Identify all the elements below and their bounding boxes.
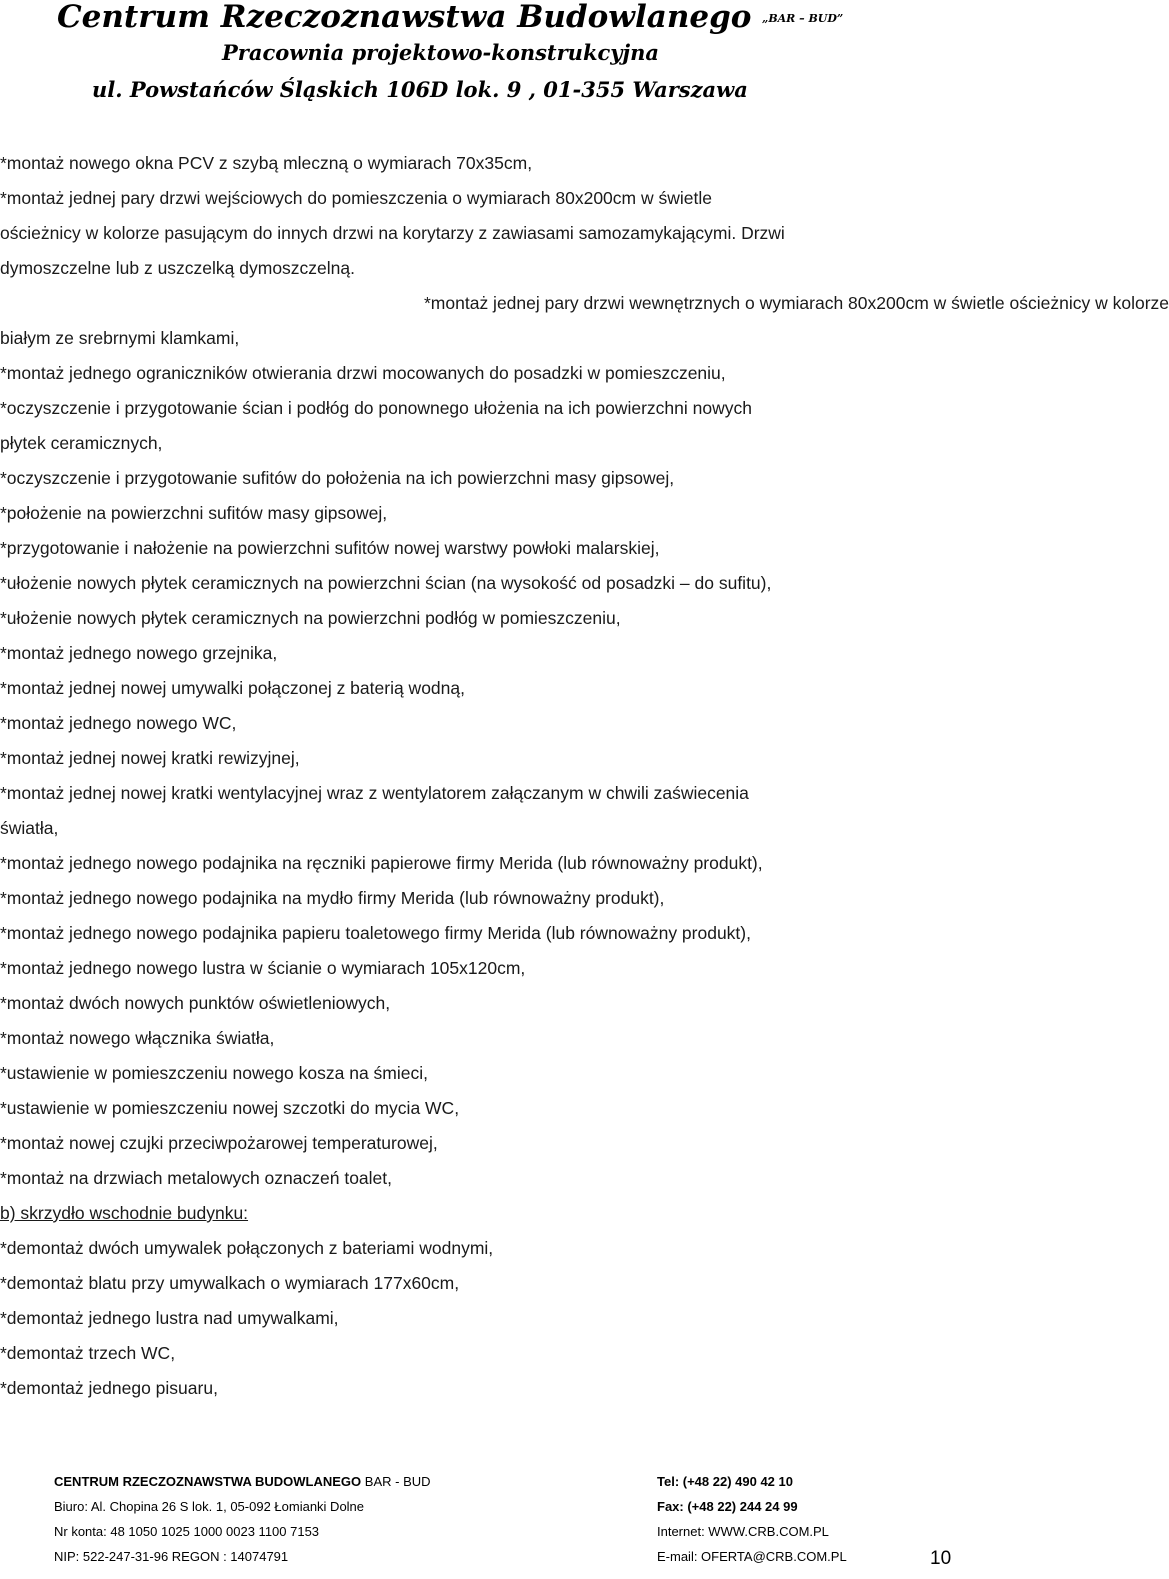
text-line: *montaż jednej nowej kratki rewizyjnej, bbox=[0, 748, 300, 768]
footer-office-address: Biuro: Al. Chopina 26 S lok. 1, 05-092 Łomianki Dolne bbox=[54, 1499, 365, 1514]
footer-fax: Fax: (+48 22) 244 24 99 bbox=[657, 1499, 798, 1514]
footer-bank-account: Nr konta: 48 1050 1025 1000 0023 1100 7153 bbox=[54, 1524, 320, 1539]
text-line: *montaż jednej nowej kratki wentylacyjnej wraz z wentylatorem załączanym w chwili zaświecenia bbox=[0, 783, 749, 803]
footer-company-suffix: BAR - BUD bbox=[361, 1474, 431, 1489]
text-line: *ustawienie w pomieszczeniu nowej szczotki do mycia WC, bbox=[0, 1098, 460, 1118]
company-name: Centrum Rzeczoznawstwa Budowlanego bbox=[57, 0, 752, 35]
text-line: *montaż jednego nowego WC, bbox=[0, 713, 237, 733]
footer-email: E-mail: OFERTA@CRB.COM.PL bbox=[657, 1549, 847, 1564]
footer-company-name: CENTRUM RZECZOZNAWSTWA BUDOWLANEGO bbox=[54, 1474, 362, 1489]
footer-phone: Tel: (+48 22) 490 42 10 bbox=[657, 1474, 793, 1489]
text-line: *demontaż trzech WC, bbox=[0, 1343, 176, 1363]
text-line: *oczyszczenie i przygotowanie sufitów do położenia na ich powierzchni masy gipsowej, bbox=[0, 468, 675, 488]
text-line: *położenie na powierzchni sufitów masy gipsowej, bbox=[0, 503, 388, 523]
section-heading: b) skrzydło wschodnie budynku: bbox=[0, 1203, 249, 1223]
text-line: *montaż nowego włącznika światła, bbox=[0, 1028, 275, 1048]
text-line: *ustawienie w pomieszczeniu nowego kosza na śmieci, bbox=[0, 1063, 428, 1083]
text-line: *montaż nowego okna PCV z szybą mleczną o wymiarach 70x35cm, bbox=[0, 153, 533, 173]
company-subtitle: Pracownia projektowo-konstrukcyjna bbox=[222, 40, 659, 65]
text-line: *montaż na drzwiach metalowych oznaczeń toalet, bbox=[0, 1168, 393, 1188]
text-line: *oczyszczenie i przygotowanie ścian i podłóg do ponownego ułożenia na ich powierzchni nowych bbox=[0, 398, 752, 418]
text-line: *montaż jednego nowego grzejnika, bbox=[0, 643, 278, 663]
text-line: *demontaż dwóch umywalek połączonych z bateriami wodnymi, bbox=[0, 1238, 494, 1258]
text-line: *montaż nowej czujki przeciwpożarowej temperaturowej, bbox=[0, 1133, 438, 1153]
page-number: 10 bbox=[930, 1548, 952, 1569]
text-line: światła, bbox=[0, 818, 59, 838]
footer-nip-regon: NIP: 522-247-31-96 REGON : 14074791 bbox=[54, 1549, 289, 1564]
footer-company bbox=[54, 1474, 431, 1490]
text-line: *montaż jednej pary drzwi wewnętrznych o wymiarach 80x200cm w świetle ościeżnicy w kolorze bbox=[424, 293, 1169, 313]
text-line: białym ze srebrnymi klamkami, bbox=[0, 328, 240, 348]
text-line: *ułożenie nowych płytek ceramicznych na powierzchni podłóg w pomieszczeniu, bbox=[0, 608, 621, 628]
text-line: *demontaż blatu przy umywalkach o wymiarach 177x60cm, bbox=[0, 1273, 460, 1293]
page-footer bbox=[0, 1470, 960, 1579]
text-line: *montaż jednej nowej umywalki połączonej z baterią wodną, bbox=[0, 678, 465, 698]
text-line: *montaż jednej pary drzwi wejściowych do pomieszczenia o wymiarach 80x200cm w świetle bbox=[0, 188, 712, 208]
text-line: *demontaż jednego pisuaru, bbox=[0, 1378, 218, 1398]
text-line: *montaż jednego nowego podajnika na ręczniki papierowe firmy Merida (lub równoważny produkt), bbox=[0, 853, 763, 873]
text-line: *ułożenie nowych płytek ceramicznych na powierzchni ścian (na wysokość od posadzki – do sufitu), bbox=[0, 573, 772, 593]
company-address: ul. Powstańców Śląskich 106D lok. 9 , 01-355 Warszawa bbox=[92, 77, 748, 102]
text-line: *montaż dwóch nowych punktów oświetleniowych, bbox=[0, 993, 391, 1013]
text-line: *demontaż jednego lustra nad umywalkami, bbox=[0, 1308, 339, 1328]
letterhead bbox=[0, 0, 960, 110]
text-line: dymoszczelne lub z uszczelką dymoszczelną. bbox=[0, 258, 356, 278]
text-line: *przygotowanie i nałożenie na powierzchni sufitów nowej warstwy powłoki malarskiej, bbox=[0, 538, 660, 558]
text-line: *montaż jednego nowego lustra w ścianie o wymiarach 105x120cm, bbox=[0, 958, 526, 978]
text-line: ościeżnicy w kolorze pasującym do innych drzwi na korytarzy z zawiasami samozamykającymi. Drzwi bbox=[0, 223, 785, 243]
text-line: *montaż jednego ograniczników otwierania drzwi mocowanych do posadzki w pomieszczeniu, bbox=[0, 363, 726, 383]
footer-website: Internet: WWW.CRB.COM.PL bbox=[657, 1524, 829, 1539]
text-line: *montaż jednego nowego podajnika na mydło firmy Merida (lub równoważny produkt), bbox=[0, 888, 665, 908]
company-tag: „BAR – BUD” bbox=[762, 12, 844, 25]
text-line: *montaż jednego nowego podajnika papieru toaletowego firmy Merida (lub równoważny produkt), bbox=[0, 923, 751, 943]
text-line: płytek ceramicznych, bbox=[0, 433, 163, 453]
